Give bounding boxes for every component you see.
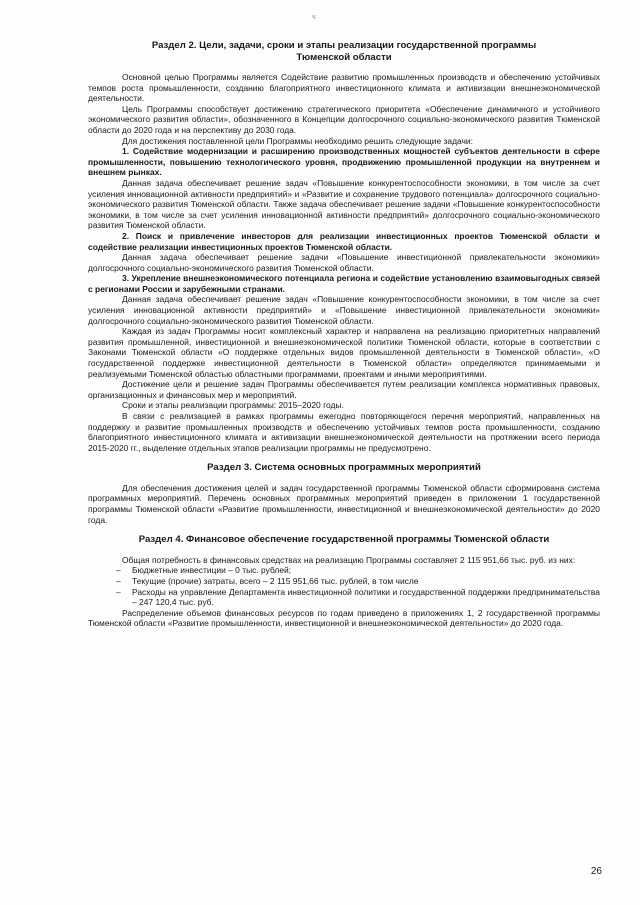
paragraph: Данная задача обеспечивает решение задач «Повышение конкурентоспособности экономики, в том числе за счет усиления инновационной активности предприятий» и «Развитие и сохранение трудового потенциала» долгосрочного социально-экономического развития Тюменской области. Также задача обеспечивает решение задачи «Повышение конкурентоспособности экономики, в том числе за счет усиления инновационной активности предприятий» долгосрочного социально-экономического развития Тюменской области.: [88, 177, 600, 231]
section-2-heading-line-1: Раздел 2. Цели, задачи, сроки и этапы реализации государственной программы: [151, 40, 537, 51]
task-3-heading: 3. Укрепление внешнеэкономического потенциала региона и содействие установлению взаимовыгодных связей с регионами России и зарубежными странами.: [88, 273, 600, 294]
page-number: 26: [590, 866, 602, 877]
section-4-heading: Раздел 4. Финансовое обеспечение государственной программы Тюменской области: [138, 534, 550, 546]
list-item-text: Текущие (прочие) затраты, всего – 2 115 951,66 тыс. рублей, в том числе: [132, 575, 419, 586]
list-item: – Расходы на управление Департамента инвестиционной политики и государственной поддержки предпринимательства – 247 120,4 тыс. руб.: [116, 586, 600, 608]
paragraph: Каждая из задач Программы носит комплексный характер и направлена на реализацию приоритетных направлений развития промышленной, инвестиционной и внешнеэкономической политики Тюменской области, которые в соответствии с Законами Тюменской области «О поддержке отдельных видов промышленной деятельности в Тюменской области», «О государственной поддержке инвестиционной деятельности в Тюменской области» определяются принимаемыми и реализуемыми Тюменской областью областными программами, проектами и иными мероприятиями.: [88, 326, 600, 379]
section-2-heading-line-2: Тюменской области: [296, 51, 392, 63]
section-2: [88, 40, 600, 453]
paragraph: Достижение цели и решение задач Программы обеспечивается путем реализации комплекса нормативных правовых, организационных и финансовых мер и мероприятий.: [88, 379, 600, 400]
paragraph: Для достижения поставленной цели Программы необходимо решить следующие задачи:: [122, 135, 473, 146]
paragraph: Данная задача обеспечивает решение задачи «Повышение инвестиционной привлекательности экономики» долгосрочного социально-экономического развития Тюменской области.: [88, 252, 600, 273]
paragraph: Для обеспечения достижения целей и задач государственной программы Тюменской области сформирована система программных мероприятий. Перечень основных программных мероприятий приведен в приложении 1 государственной программы Тюменской области «Развитие промышленности, инвестиционной и внешнеэкономической деятельности» до 2020 года.: [88, 482, 600, 525]
paragraph: Данная задача обеспечивает решение задач «Повышение конкурентоспособности экономики, в том числе за счет усиления инновационной активности предприятий» и «Повышение инвестиционной привлекательности экономики» долгосрочного социально-экономического развития Тюменской области.: [88, 294, 600, 326]
page-mark: ч: [312, 14, 316, 21]
list-item-text: Бюджетные инвестиции – 0 тыс. рублей;: [132, 565, 292, 576]
section-3: [88, 462, 600, 525]
expense-list: [88, 565, 600, 607]
list-item: – Бюджетные инвестиции – 0 тыс. рублей;: [116, 565, 292, 576]
section-4: [88, 534, 600, 629]
list-item-text: Расходы на управление Департамента инвестиционной политики и государственной поддержки предпринимательства – 247 120,4 тыс. руб.: [132, 586, 600, 608]
task-2-heading: 2. Поиск и привлечение инвесторов для реализации инвестиционных проектов Тюменской области и содействие реализации инвестиционных проектов Тюменской области.: [88, 230, 600, 252]
section-3-heading: Раздел 3. Система основных программных мероприятий: [207, 462, 481, 474]
paragraph: Сроки и этапы реализации программы: 2015–2020 годы.: [122, 400, 344, 411]
list-item: – Текущие (прочие) затраты, всего – 2 115 951,66 тыс. рублей, в том числе: [116, 575, 419, 586]
paragraph: Цель Программы способствует достижению стратегического приоритета «Обеспечение динамичного и устойчивого экономического развития области», обозначенного в Концепции долгосрочного социально-экономического развития Тюменской области до 2020 года и на перспективу до 2030 года.: [88, 103, 600, 135]
paragraph: Основной целью Программы является Содействие развитию промышленных производств и обеспечению устойчивых темпов роста промышленности, созданию благоприятного инвестиционного климата и активизации внешнеэкономической деятельности.: [88, 72, 600, 104]
paragraph: Общая потребность в финансовых средствах на реализацию Программы составляет 2 115 951,66 тыс. руб. из них:: [122, 554, 576, 565]
task-1-heading: 1. Содействие модернизации и расширению производственных мощностей субъектов деятельности в сфере промышленности, повышению технологического уровня, продвижению промышленной продукции на внутреннем и внешнем рынках.: [88, 146, 600, 178]
paragraph: Распределение объемов финансовых ресурсов по годам приведено в приложениях 1, 2 государственной программы Тюменской области «Развитие промышленности, инвестиционной и внешнеэкономической деятельности» до 2020 года.: [88, 607, 600, 629]
paragraph: В связи с реализацией в рамках программы ежегодно повторяющегося перечня мероприятий, направленных на поддержку и развитие промышленных производств и обеспечению устойчивых темпов роста промышленности, созданию благоприятного инвестиционного климата и активизации внешнеэкономической деятельности на протяжении всего периода 2015-2020 гг., выделение отдельных этапов реализации программы не предусмотрено.: [88, 411, 600, 453]
